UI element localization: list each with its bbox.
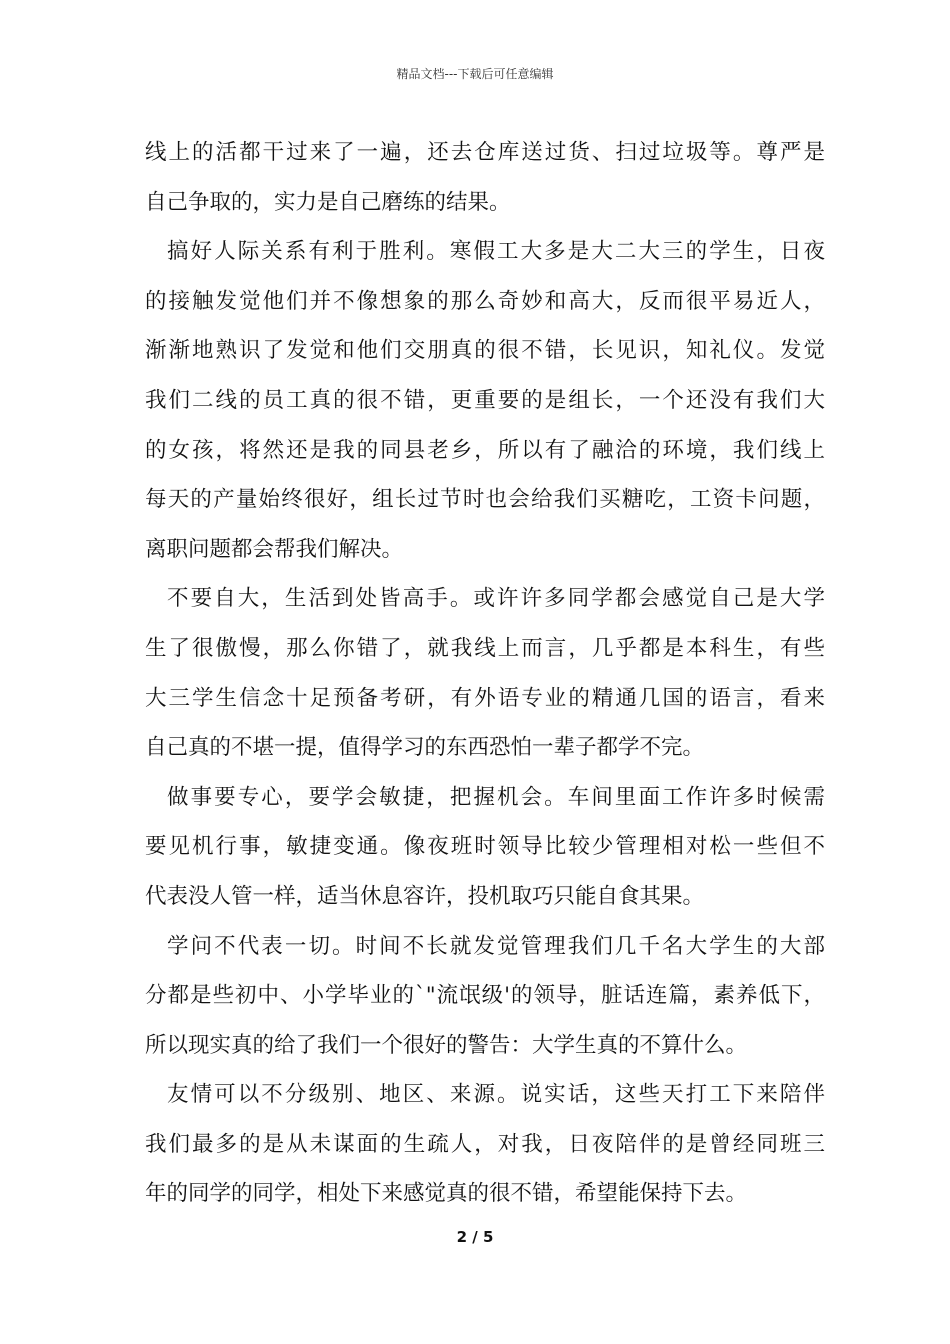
paragraph-2-line-3: 渐渐地熟识了发觉和他们交朋真的很不错，长见识，知礼仪。发觉 (145, 338, 825, 364)
paragraph-1-line-2: 自己争取的，实力是自己磨练的结果。 (145, 189, 511, 215)
paragraph-6-line-3: 年的同学的同学，相处下来感觉真的很不错，希望能保持下去。 (145, 1181, 748, 1207)
paragraph-2-line-6: 每天的产量始终很好，组长过节时也会给我们买糖吃，工资卡问题， (145, 487, 825, 513)
page-number: 2 / 5 (456, 1228, 494, 1246)
paragraph-5-line-3: 所以现实真的给了我们一个很好的警告：大学生真的不算什么。 (145, 1032, 748, 1058)
page-header: 精品文档---下载后可任意编辑 (396, 67, 554, 81)
paragraph-5-line-1: 学问不代表一切。时间不长就发觉管理我们几千名大学生的大部 (167, 933, 825, 959)
paragraph-2-line-1: 搞好人际关系有利于胜利。寒假工大多是大二大三的学生，日夜 (167, 239, 825, 265)
paragraph-3-line-2: 生了很傲慢，那么你错了，就我线上而言，几乎都是本科生，有些 (145, 635, 825, 661)
paragraph-5-line-2: 分都是些初中、小学毕业的`"流氓级'的领导，脏话连篇，素养低下， (145, 983, 825, 1009)
paragraph-4-line-1: 做事要专心，要学会敏捷，把握机会。车间里面工作许多时候需 (167, 784, 825, 810)
paragraph-6-line-1: 友情可以不分级别、地区、来源。说实话，这些天打工下来陪伴 (167, 1082, 825, 1108)
paragraph-1-line-1: 线上的活都干过来了一遍，还去仓库送过货、扫过垃圾等。尊严是 (145, 140, 825, 165)
paragraph-2-line-2: 的接触发觉他们并不像想象的那么奇妙和高大，反而很平易近人， (145, 288, 825, 314)
paragraph-3-line-4: 自己真的不堪一提，值得学习的东西恐怕一辈子都学不完。 (145, 735, 705, 761)
document-body (145, 128, 825, 1219)
paragraph-2-line-4: 我们二线的员工真的很不错，更重要的是组长，一个还没有我们大 (145, 387, 825, 413)
paragraph-3-line-3: 大三学生信念十足预备考研，有外语专业的精通几国的语言，看来 (145, 685, 825, 711)
paragraph-6-line-2: 我们最多的是从未谋面的生疏人，对我，日夜陪伴的是曾经同班三 (145, 1131, 825, 1157)
paragraph-2-line-5: 的女孩，将然还是我的同县老乡，所以有了融洽的环境，我们线上 (145, 437, 825, 463)
paragraph-4-line-3: 代表没人管一样，适当休息容许，投机取巧只能自食其果。 (145, 883, 705, 909)
paragraph-3-line-1: 不要自大，生活到处皆高手。或许许多同学都会感觉自己是大学 (167, 586, 825, 612)
paragraph-2-line-7: 离职问题都会帮我们解决。 (145, 536, 404, 562)
paragraph-4-line-2: 要见机行事，敏捷变通。像夜班时领导比较少管理相对松一些但不 (145, 834, 825, 860)
